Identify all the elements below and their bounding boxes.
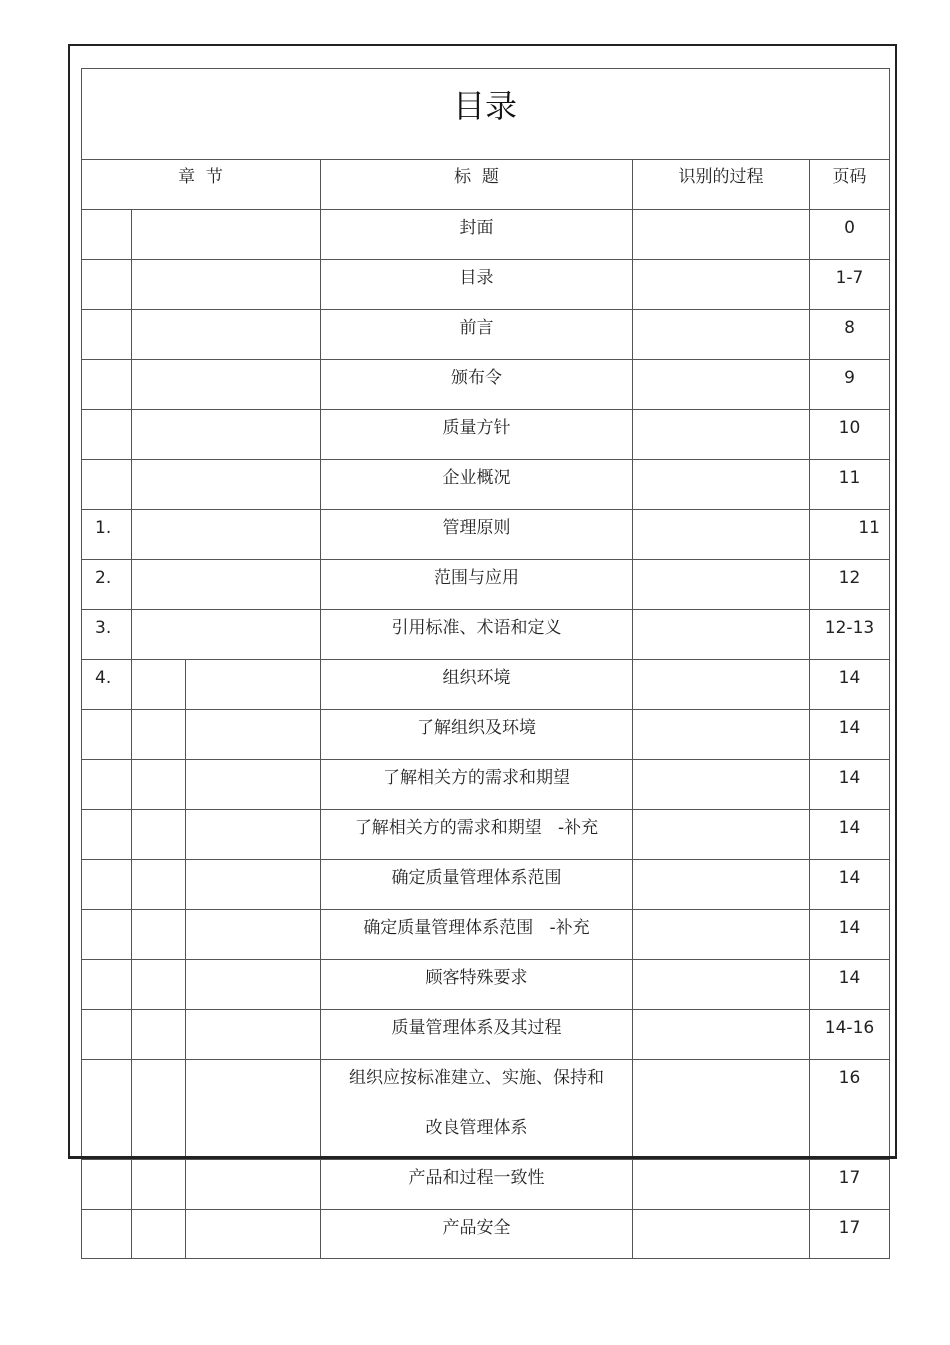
row-title: 了解相关方的需求和期望	[383, 768, 570, 788]
row-chapter-number: 4.	[95, 668, 112, 688]
row-title: 了解相关方的需求和期望 -补充	[354, 818, 599, 838]
row-chapter-number: 3.	[95, 618, 112, 638]
grid-hline	[81, 1258, 890, 1259]
row-title: 颁布令	[451, 368, 502, 388]
grid-hline	[81, 509, 890, 510]
row-page: 0	[844, 218, 855, 238]
header-process: 识别的过程	[678, 167, 764, 187]
grid-vline	[81, 68, 82, 1259]
row-page: 17	[838, 1168, 861, 1188]
grid-hline	[81, 209, 890, 210]
grid-hline	[81, 159, 890, 160]
grid-vline	[131, 209, 132, 1259]
row-title: 产品安全	[442, 1218, 511, 1238]
grid-hline	[81, 809, 890, 810]
grid-hline	[81, 959, 890, 960]
row-title: 组织环境	[442, 668, 511, 688]
grid-hline	[81, 709, 890, 710]
row-page: 16	[838, 1068, 861, 1088]
row-title: 封面	[459, 218, 494, 238]
row-page: 9	[844, 368, 855, 388]
grid-hline	[81, 309, 890, 310]
row-page: 11	[858, 518, 880, 538]
row-page: 1-7	[835, 268, 864, 288]
row-title: 范围与应用	[434, 568, 519, 588]
row-title: 顾客特殊要求	[425, 968, 528, 988]
row-page: 12	[838, 568, 861, 588]
row-title: 管理原则	[442, 518, 511, 538]
grid-hline	[81, 259, 890, 260]
grid-hline	[81, 409, 890, 410]
row-page: 10	[838, 418, 861, 438]
header-heading: 标 题	[454, 167, 499, 187]
grid-vline	[320, 159, 321, 1259]
row-chapter-number: 1.	[95, 518, 112, 538]
row-page: 14	[838, 868, 861, 888]
grid-hline	[81, 909, 890, 910]
row-title: 产品和过程一致性	[408, 1168, 545, 1188]
grid-vline	[632, 159, 633, 1259]
grid-hline	[81, 1009, 890, 1010]
row-page: 14	[838, 768, 861, 788]
row-page: 11	[838, 468, 861, 488]
row-page: 14	[838, 918, 861, 938]
grid-hline	[81, 659, 890, 660]
row-title: 组织应按标准建立、实施、保持和	[349, 1068, 604, 1088]
row-title: 引用标准、术语和定义	[391, 618, 562, 638]
row-title: 目录	[459, 268, 494, 288]
row-page: 12-13	[824, 618, 875, 638]
row-title: 确定质量管理体系范围 -补充	[363, 918, 590, 938]
row-title: 了解组织及环境	[417, 718, 536, 738]
row-title: 前言	[459, 318, 494, 338]
row-title-line2: 改良管理体系	[425, 1118, 528, 1138]
grid-hline	[81, 359, 890, 360]
header-page: 页码	[832, 167, 867, 187]
row-page: 14	[838, 718, 861, 738]
grid-vline	[809, 159, 810, 1259]
grid-vline	[185, 659, 186, 1259]
grid-hline	[81, 1209, 890, 1210]
page-title: 目录	[452, 87, 517, 125]
row-page: 17	[838, 1218, 861, 1238]
page-border	[68, 44, 897, 1159]
row-page: 14	[838, 968, 861, 988]
row-page: 14	[838, 818, 861, 838]
grid-hline	[81, 609, 890, 610]
row-chapter-number: 2.	[95, 568, 112, 588]
header-chapter: 章 节	[178, 167, 223, 187]
row-title: 确定质量管理体系范围	[391, 868, 562, 888]
row-title: 质量方针	[442, 418, 511, 438]
grid-hline	[81, 68, 890, 69]
grid-hline	[81, 459, 890, 460]
row-title: 质量管理体系及其过程	[391, 1018, 562, 1038]
grid-hline	[81, 1059, 890, 1060]
row-title: 企业概况	[442, 468, 511, 488]
grid-hline	[81, 559, 890, 560]
row-page: 14	[838, 668, 861, 688]
grid-hline	[81, 759, 890, 760]
grid-vline	[889, 68, 890, 1259]
row-page: 8	[844, 318, 855, 338]
grid-hline	[81, 859, 890, 860]
grid-hline	[81, 1159, 890, 1160]
row-page: 14-16	[824, 1018, 875, 1038]
